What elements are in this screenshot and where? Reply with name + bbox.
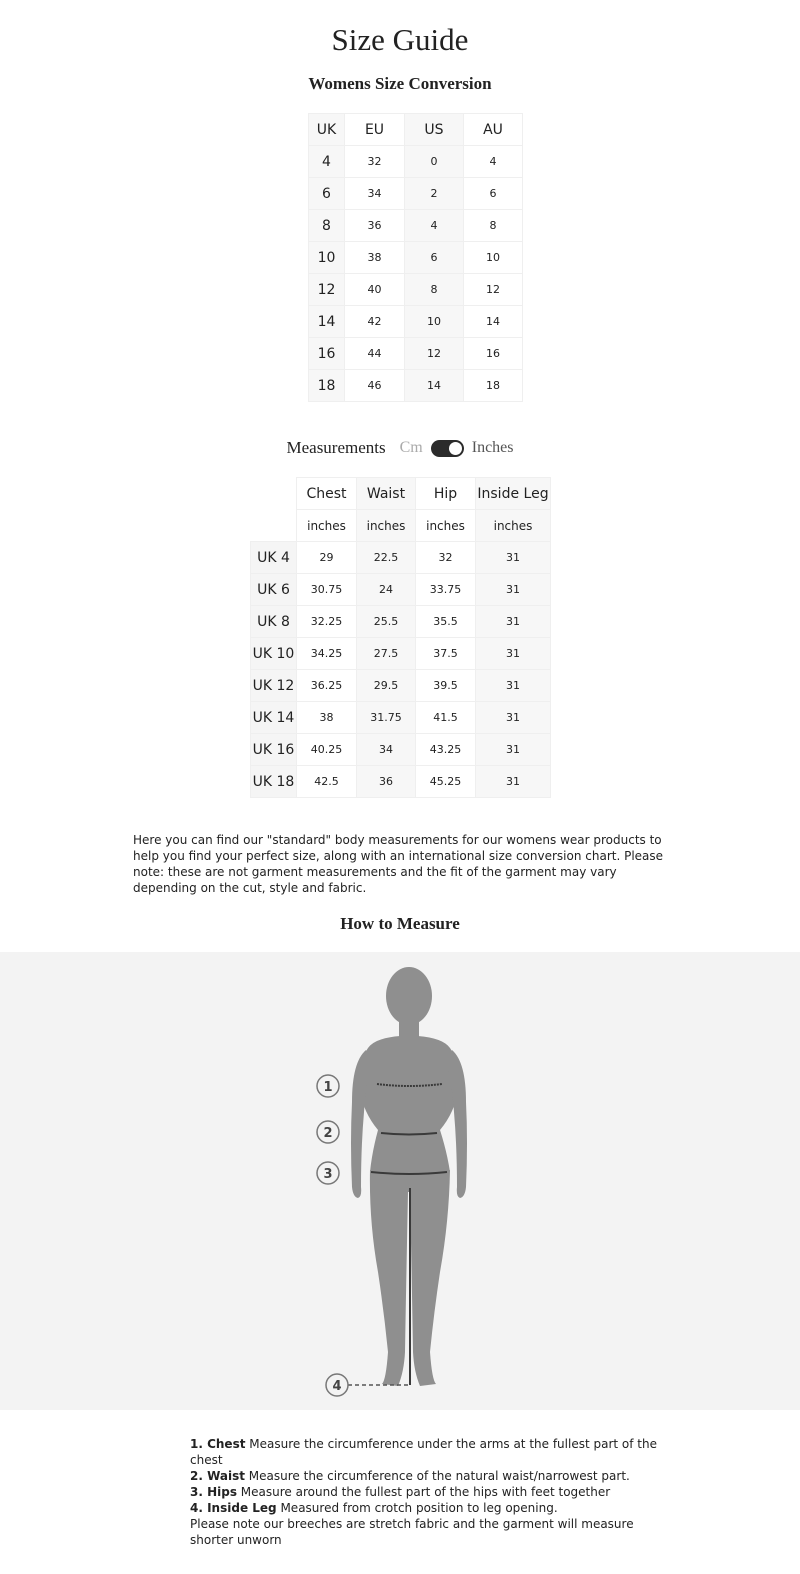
measurement-cell: 30.75 bbox=[297, 574, 357, 606]
conversion-cell: 6 bbox=[464, 178, 523, 210]
unit-hip: inches bbox=[416, 510, 476, 542]
size-row-label: UK 8 bbox=[251, 606, 297, 638]
measurement-cell: 37.5 bbox=[416, 638, 476, 670]
conversion-cell: 12 bbox=[405, 338, 464, 370]
how-to-measure-heading: How to Measure bbox=[340, 914, 460, 933]
measurement-cell: 43.25 bbox=[416, 734, 476, 766]
measurement-cell: 29.5 bbox=[357, 670, 416, 702]
measurement-cell: 27.5 bbox=[357, 638, 416, 670]
measurement-cell: 35.5 bbox=[416, 606, 476, 638]
conversion-cell: 46 bbox=[345, 370, 405, 402]
measurement-cell: 24 bbox=[357, 574, 416, 606]
conversion-cell: 18 bbox=[309, 370, 345, 402]
table-row bbox=[251, 734, 551, 766]
conversion-cell: 36 bbox=[345, 210, 405, 242]
size-row-label: UK 14 bbox=[251, 702, 297, 734]
conversion-cell: 4 bbox=[405, 210, 464, 242]
instruction-text: Measured from crotch position to leg opening. bbox=[276, 1501, 558, 1515]
conversion-cell: 8 bbox=[464, 210, 523, 242]
measurements-header-hip: Hip bbox=[416, 478, 476, 510]
measurements-header-chest: Chest bbox=[297, 478, 357, 510]
unit-chest: inches bbox=[297, 510, 357, 542]
conversion-cell: 8 bbox=[405, 274, 464, 306]
size-row-label: UK 4 bbox=[251, 542, 297, 574]
measurement-cell: 31 bbox=[476, 542, 551, 574]
measurements-units-row bbox=[251, 510, 551, 542]
table-row bbox=[251, 638, 551, 670]
conversion-cell: 10 bbox=[405, 306, 464, 338]
toggle-knob bbox=[449, 442, 462, 455]
table-row bbox=[309, 242, 523, 274]
conversion-cell: 32 bbox=[345, 146, 405, 178]
measurement-figure-panel bbox=[0, 952, 800, 1410]
body-silhouette-figure bbox=[0, 952, 800, 1410]
measurement-cell: 25.5 bbox=[357, 606, 416, 638]
measurement-cell: 31 bbox=[476, 670, 551, 702]
unit-inches-label[interactable]: Inches bbox=[471, 439, 514, 456]
table-row bbox=[309, 306, 523, 338]
measurements-unit-switch bbox=[0, 438, 800, 458]
measurement-cell: 33.75 bbox=[416, 574, 476, 606]
measurement-cell: 31 bbox=[476, 574, 551, 606]
measurement-cell: 40.25 bbox=[297, 734, 357, 766]
measurement-cell: 31 bbox=[476, 766, 551, 798]
measurements-header-inside-leg: Inside Leg bbox=[476, 478, 551, 510]
instruction-waist bbox=[190, 1468, 670, 1484]
size-row-label: UK 18 bbox=[251, 766, 297, 798]
table-row bbox=[309, 210, 523, 242]
conversion-cell: 12 bbox=[464, 274, 523, 306]
measurements-header-waist: Waist bbox=[357, 478, 416, 510]
table-row bbox=[309, 274, 523, 306]
size-row-label: UK 10 bbox=[251, 638, 297, 670]
measurements-corner-cell bbox=[251, 478, 297, 510]
measurement-cell: 31 bbox=[476, 606, 551, 638]
instruction-inside-leg bbox=[190, 1500, 670, 1516]
measurement-cell: 39.5 bbox=[416, 670, 476, 702]
measurement-cell: 31.75 bbox=[357, 702, 416, 734]
instruction-chest bbox=[190, 1436, 670, 1468]
instruction-label: 2. Waist bbox=[190, 1469, 245, 1483]
instruction-text: Measure the circumference of the natural waist/narrowest part. bbox=[244, 1469, 630, 1483]
conversion-cell: 14 bbox=[309, 306, 345, 338]
marker-4: 4 bbox=[332, 1379, 342, 1394]
conversion-heading: Womens Size Conversion bbox=[308, 74, 492, 93]
table-row bbox=[309, 178, 523, 210]
measurement-cell: 22.5 bbox=[357, 542, 416, 574]
intro-text: Here you can find our "standard" body measurements for our womens wear products to help you find your perfect size, along with an international size conversion chart. Please note: these are not garment measurements and the fit of the garment may vary depending on the cut, style and fabric. bbox=[133, 833, 664, 895]
measurement-cell: 36.25 bbox=[297, 670, 357, 702]
measurement-cell: 38 bbox=[297, 702, 357, 734]
unit-cm-label[interactable]: Cm bbox=[399, 439, 423, 456]
table-row bbox=[251, 606, 551, 638]
table-row bbox=[251, 766, 551, 798]
conversion-cell: 16 bbox=[309, 338, 345, 370]
measurement-cell: 34 bbox=[357, 734, 416, 766]
conversion-cell: 18 bbox=[464, 370, 523, 402]
table-row bbox=[309, 146, 523, 178]
conversion-cell: 4 bbox=[309, 146, 345, 178]
conversion-cell: 12 bbox=[309, 274, 345, 306]
conversion-cell: 42 bbox=[345, 306, 405, 338]
conversion-cell: 10 bbox=[464, 242, 523, 274]
measurements-header-row bbox=[251, 478, 551, 510]
instruction-text: Measure around the fullest part of the hips with feet together bbox=[236, 1485, 611, 1499]
conversion-cell: 40 bbox=[345, 274, 405, 306]
size-row-label: UK 12 bbox=[251, 670, 297, 702]
conversion-header-au: AU bbox=[464, 114, 523, 146]
conversion-cell: 34 bbox=[345, 178, 405, 210]
measurements-table bbox=[250, 477, 551, 798]
page-title: Size Guide bbox=[331, 22, 469, 57]
measurement-cell: 29 bbox=[297, 542, 357, 574]
unit-inside-leg: inches bbox=[476, 510, 551, 542]
measurement-cell: 45.25 bbox=[416, 766, 476, 798]
measurement-cell: 36 bbox=[357, 766, 416, 798]
unit-toggle[interactable] bbox=[431, 440, 464, 457]
stretch-note: Please note our breeches are stretch fabric and the garment will measure shorter unworn bbox=[190, 1517, 634, 1547]
conversion-cell: 2 bbox=[405, 178, 464, 210]
conversion-header-uk: UK bbox=[309, 114, 345, 146]
instruction-label: 3. Hips bbox=[190, 1485, 237, 1499]
instruction-hips bbox=[190, 1484, 670, 1500]
table-row bbox=[251, 670, 551, 702]
table-row bbox=[309, 338, 523, 370]
table-row bbox=[251, 542, 551, 574]
conversion-cell: 6 bbox=[309, 178, 345, 210]
conversion-header-us: US bbox=[405, 114, 464, 146]
conversion-cell: 44 bbox=[345, 338, 405, 370]
measurement-cell: 32 bbox=[416, 542, 476, 574]
marker-2: 2 bbox=[323, 1126, 333, 1141]
conversion-cell: 6 bbox=[405, 242, 464, 274]
conversion-cell: 38 bbox=[345, 242, 405, 274]
marker-1: 1 bbox=[323, 1080, 333, 1095]
conversion-cell: 10 bbox=[309, 242, 345, 274]
conversion-cell: 8 bbox=[309, 210, 345, 242]
measurement-cell: 41.5 bbox=[416, 702, 476, 734]
measurement-cell: 31 bbox=[476, 638, 551, 670]
table-row bbox=[251, 574, 551, 606]
conversion-cell: 4 bbox=[464, 146, 523, 178]
size-conversion-table bbox=[308, 113, 523, 402]
measurement-cell: 42.5 bbox=[297, 766, 357, 798]
conversion-cell: 0 bbox=[405, 146, 464, 178]
measurements-units-corner bbox=[251, 510, 297, 542]
size-row-label: UK 16 bbox=[251, 734, 297, 766]
measurement-cell: 31 bbox=[476, 734, 551, 766]
unit-waist: inches bbox=[357, 510, 416, 542]
marker-3: 3 bbox=[323, 1167, 333, 1182]
measurement-cell: 31 bbox=[476, 702, 551, 734]
measurement-cell: 32.25 bbox=[297, 606, 357, 638]
conversion-cell: 16 bbox=[464, 338, 523, 370]
size-row-label: UK 6 bbox=[251, 574, 297, 606]
measurement-cell: 34.25 bbox=[297, 638, 357, 670]
conversion-header-eu: EU bbox=[345, 114, 405, 146]
measurements-label: Measurements bbox=[286, 438, 386, 457]
table-row bbox=[251, 702, 551, 734]
instruction-text: Measure the circumference under the arms at the fullest part of the chest bbox=[190, 1437, 657, 1467]
conversion-cell: 14 bbox=[405, 370, 464, 402]
instruction-label: 4. Inside Leg bbox=[190, 1501, 277, 1515]
measure-instructions bbox=[190, 1436, 670, 1548]
instruction-label: 1. Chest bbox=[190, 1437, 246, 1451]
conversion-header-row bbox=[309, 114, 523, 146]
table-row bbox=[309, 370, 523, 402]
conversion-cell: 14 bbox=[464, 306, 523, 338]
